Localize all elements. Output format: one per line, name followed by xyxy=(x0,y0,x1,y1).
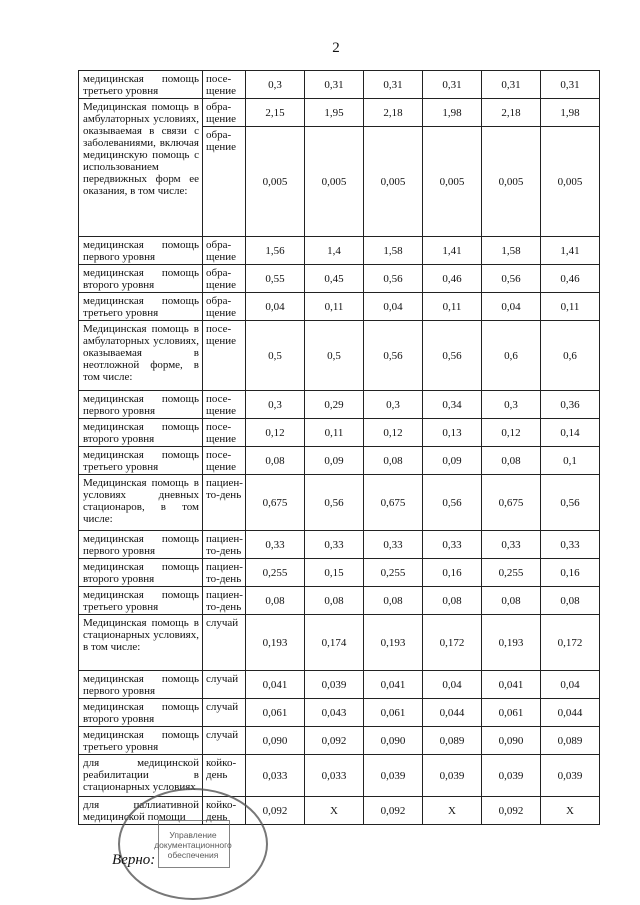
value-cell: 0,193 xyxy=(364,615,423,671)
stamp-line: обеспечения xyxy=(167,850,219,860)
value-cell: 0,56 xyxy=(423,475,482,531)
value-cell: 0,31 xyxy=(423,71,482,99)
page-number: 2 xyxy=(332,40,340,56)
value-cell: 0,33 xyxy=(423,531,482,559)
value-cell: 0,041 xyxy=(482,671,541,699)
value-cell: 0,08 xyxy=(482,447,541,475)
stamp-line: Управление xyxy=(169,830,217,840)
row-name: медицинская помощь второго уровня xyxy=(79,559,203,587)
table-row xyxy=(79,391,600,419)
value-cell: X xyxy=(423,797,482,825)
row-name: медицинская помощь третьего уровня xyxy=(79,447,203,475)
value-cell: X xyxy=(305,797,364,825)
value-cell: 0,33 xyxy=(541,531,600,559)
table-row xyxy=(79,447,600,475)
row-name: Медицинская помощь в условиях дневных стационаров, в том числе: xyxy=(79,475,203,531)
value-cell: 2,15 xyxy=(246,99,305,127)
value-cell: 2,18 xyxy=(364,99,423,127)
table-row xyxy=(79,71,600,99)
value-cell: 0,089 xyxy=(423,727,482,755)
value-cell: 1,56 xyxy=(246,237,305,265)
value-cell: 0,12 xyxy=(364,419,423,447)
value-cell: 1,41 xyxy=(423,237,482,265)
row-name: медицинская помощь второго уровня xyxy=(79,699,203,727)
value-cell: 0,56 xyxy=(541,475,600,531)
table-row xyxy=(79,559,600,587)
value-cell: 0,061 xyxy=(364,699,423,727)
value-cell: 0,005 xyxy=(305,127,364,237)
value-cell: 0,56 xyxy=(423,321,482,391)
value-cell: 0,15 xyxy=(305,559,364,587)
row-name: медицинская помощь третьего уровня xyxy=(79,587,203,615)
row-name: медицинская помощь второго уровня xyxy=(79,419,203,447)
value-cell: 0,13 xyxy=(423,419,482,447)
value-cell: 0,044 xyxy=(541,699,600,727)
table-row xyxy=(79,531,600,559)
value-cell: 0,3 xyxy=(364,391,423,419)
value-cell: X xyxy=(541,797,600,825)
value-cell: 0,061 xyxy=(482,699,541,727)
value-cell: 2,18 xyxy=(482,99,541,127)
value-cell: 0,56 xyxy=(482,265,541,293)
value-cell: 0,56 xyxy=(364,321,423,391)
value-cell: 0,675 xyxy=(364,475,423,531)
row-unit: посе- щение xyxy=(203,391,246,419)
value-cell: 0,56 xyxy=(305,475,364,531)
row-name: медицинская помощь первого уровня xyxy=(79,671,203,699)
indicator-table xyxy=(78,70,600,825)
value-cell: 0,172 xyxy=(541,615,600,671)
row-name: медицинская помощь третьего уровня xyxy=(79,727,203,755)
table-row xyxy=(79,321,600,391)
value-cell: 0,005 xyxy=(423,127,482,237)
value-cell: 0,08 xyxy=(246,447,305,475)
row-name: Медицинская помощь в стационарных условиях, в том числе: xyxy=(79,615,203,671)
row-unit: обра- щение xyxy=(203,127,246,237)
value-cell: 0,5 xyxy=(305,321,364,391)
value-cell: 0,33 xyxy=(482,531,541,559)
value-cell: 0,039 xyxy=(423,755,482,797)
row-unit: посе- щение xyxy=(203,71,246,99)
value-cell: 0,044 xyxy=(423,699,482,727)
value-cell: 0,33 xyxy=(364,531,423,559)
value-cell: 0,092 xyxy=(246,797,305,825)
table-row xyxy=(79,671,600,699)
row-unit: пациен- то-день xyxy=(203,475,246,531)
value-cell: 0,12 xyxy=(482,419,541,447)
value-cell: 0,005 xyxy=(541,127,600,237)
value-cell: 0,1 xyxy=(541,447,600,475)
value-cell: 0,08 xyxy=(423,587,482,615)
value-cell: 0,14 xyxy=(541,419,600,447)
value-cell: 0,11 xyxy=(541,293,600,321)
row-unit: пациен- то-день xyxy=(203,587,246,615)
row-name: медицинская помощь первого уровня xyxy=(79,391,203,419)
table-row xyxy=(79,755,600,797)
row-unit: посе- щение xyxy=(203,419,246,447)
value-cell: 0,04 xyxy=(364,293,423,321)
value-cell: 0,6 xyxy=(541,321,600,391)
value-cell: 0,090 xyxy=(364,727,423,755)
value-cell: 0,3 xyxy=(246,391,305,419)
value-cell: 0,16 xyxy=(423,559,482,587)
value-cell: 0,55 xyxy=(246,265,305,293)
value-cell: 0,005 xyxy=(364,127,423,237)
value-cell: 0,5 xyxy=(246,321,305,391)
value-cell: 0,33 xyxy=(305,531,364,559)
value-cell: 0,16 xyxy=(541,559,600,587)
value-cell: 0,04 xyxy=(423,671,482,699)
value-cell: 0,3 xyxy=(482,391,541,419)
value-cell: 0,033 xyxy=(305,755,364,797)
value-cell: 0,061 xyxy=(246,699,305,727)
table-row xyxy=(79,99,600,127)
row-name: медицинская помощь первого уровня xyxy=(79,237,203,265)
value-cell: 0,09 xyxy=(305,447,364,475)
row-unit: пациен- то-день xyxy=(203,559,246,587)
value-cell: 0,089 xyxy=(541,727,600,755)
table-row xyxy=(79,475,600,531)
value-cell: 0,08 xyxy=(541,587,600,615)
value-cell: 0,08 xyxy=(364,587,423,615)
table-row xyxy=(79,237,600,265)
value-cell: 0,04 xyxy=(246,293,305,321)
table-row xyxy=(79,615,600,671)
value-cell: 0,46 xyxy=(423,265,482,293)
row-unit: случай xyxy=(203,671,246,699)
value-cell: 0,11 xyxy=(305,293,364,321)
value-cell: 0,31 xyxy=(482,71,541,99)
value-cell: 0,039 xyxy=(541,755,600,797)
table-row xyxy=(79,293,600,321)
row-unit: случай xyxy=(203,615,246,671)
row-unit: обра- щение xyxy=(203,265,246,293)
value-cell: 1,4 xyxy=(305,237,364,265)
row-unit: посе- щение xyxy=(203,321,246,391)
row-name: Медицинская помощь в амбулаторных условиях, оказываемая в связи с заболеваниями, включая медицинскую помощь с использованием передвижных форм ее оказания, в том числе: xyxy=(79,99,203,237)
row-name: медицинская помощь третьего уровня xyxy=(79,293,203,321)
value-cell: 0,31 xyxy=(305,71,364,99)
row-name: Медицинская помощь в амбулаторных условиях, оказываемая в неотложной форме, в том числе: xyxy=(79,321,203,391)
value-cell: 0,11 xyxy=(423,293,482,321)
value-cell: 0,090 xyxy=(246,727,305,755)
value-cell: 0,04 xyxy=(541,671,600,699)
stamp-line: документационного xyxy=(154,840,232,850)
value-cell: 1,98 xyxy=(423,99,482,127)
value-cell: 0,090 xyxy=(482,727,541,755)
value-cell: 0,08 xyxy=(482,587,541,615)
value-cell: 0,6 xyxy=(482,321,541,391)
value-cell: 0,043 xyxy=(305,699,364,727)
value-cell: 0,193 xyxy=(482,615,541,671)
table-row xyxy=(79,727,600,755)
row-unit: случай xyxy=(203,699,246,727)
value-cell: 0,193 xyxy=(246,615,305,671)
value-cell: 0,56 xyxy=(364,265,423,293)
value-cell: 0,34 xyxy=(423,391,482,419)
value-cell: 0,092 xyxy=(364,797,423,825)
value-cell: 0,33 xyxy=(246,531,305,559)
value-cell: 0,12 xyxy=(246,419,305,447)
value-cell: 0,45 xyxy=(305,265,364,293)
value-cell: 0,675 xyxy=(482,475,541,531)
row-name: медицинская помощь первого уровня xyxy=(79,531,203,559)
value-cell: 0,092 xyxy=(305,727,364,755)
table-row xyxy=(79,699,600,727)
value-cell: 0,36 xyxy=(541,391,600,419)
value-cell: 1,98 xyxy=(541,99,600,127)
value-cell: 0,04 xyxy=(482,293,541,321)
table-row xyxy=(79,419,600,447)
row-name: медицинская помощь второго уровня xyxy=(79,265,203,293)
value-cell: 0,46 xyxy=(541,265,600,293)
value-cell: 0,039 xyxy=(305,671,364,699)
value-cell: 0,29 xyxy=(305,391,364,419)
row-unit: случай xyxy=(203,727,246,755)
value-cell: 1,41 xyxy=(541,237,600,265)
value-cell: 1,58 xyxy=(364,237,423,265)
value-cell: 0,039 xyxy=(482,755,541,797)
value-cell: 0,31 xyxy=(364,71,423,99)
value-cell: 0,172 xyxy=(423,615,482,671)
table-row xyxy=(79,265,600,293)
value-cell: 0,08 xyxy=(364,447,423,475)
value-cell: 0,033 xyxy=(246,755,305,797)
stamp-seal xyxy=(118,788,268,900)
value-cell: 0,09 xyxy=(423,447,482,475)
value-cell: 1,58 xyxy=(482,237,541,265)
row-name: медицинская помощь третьего уровня xyxy=(79,71,203,99)
row-unit: койко- день xyxy=(203,755,246,797)
row-name: для медицинской реабилитации в стационарных условиях xyxy=(79,755,203,797)
value-cell: 0,174 xyxy=(305,615,364,671)
value-cell: 0,005 xyxy=(482,127,541,237)
value-cell: 0,255 xyxy=(482,559,541,587)
row-unit: пациен- то-день xyxy=(203,531,246,559)
verno-signature-label: Верно: xyxy=(112,852,156,868)
value-cell: 1,95 xyxy=(305,99,364,127)
row-unit: обра- щение xyxy=(203,237,246,265)
value-cell: 0,039 xyxy=(364,755,423,797)
row-unit: посе- щение xyxy=(203,447,246,475)
value-cell: 0,092 xyxy=(482,797,541,825)
value-cell: 0,041 xyxy=(246,671,305,699)
value-cell: 0,255 xyxy=(246,559,305,587)
value-cell: 0,08 xyxy=(246,587,305,615)
value-cell: 0,11 xyxy=(305,419,364,447)
row-name: для паллиативной медицинской помощи xyxy=(79,797,203,825)
table-row xyxy=(79,587,600,615)
value-cell: 0,675 xyxy=(246,475,305,531)
value-cell: 0,255 xyxy=(364,559,423,587)
value-cell: 0,31 xyxy=(541,71,600,99)
value-cell: 0,08 xyxy=(305,587,364,615)
value-cell: 0,005 xyxy=(246,127,305,237)
value-cell: 0,041 xyxy=(364,671,423,699)
row-unit: обра- щение xyxy=(203,293,246,321)
row-unit: койко- день xyxy=(203,797,246,825)
row-unit: обра- щение xyxy=(203,99,246,127)
value-cell: 0,3 xyxy=(246,71,305,99)
